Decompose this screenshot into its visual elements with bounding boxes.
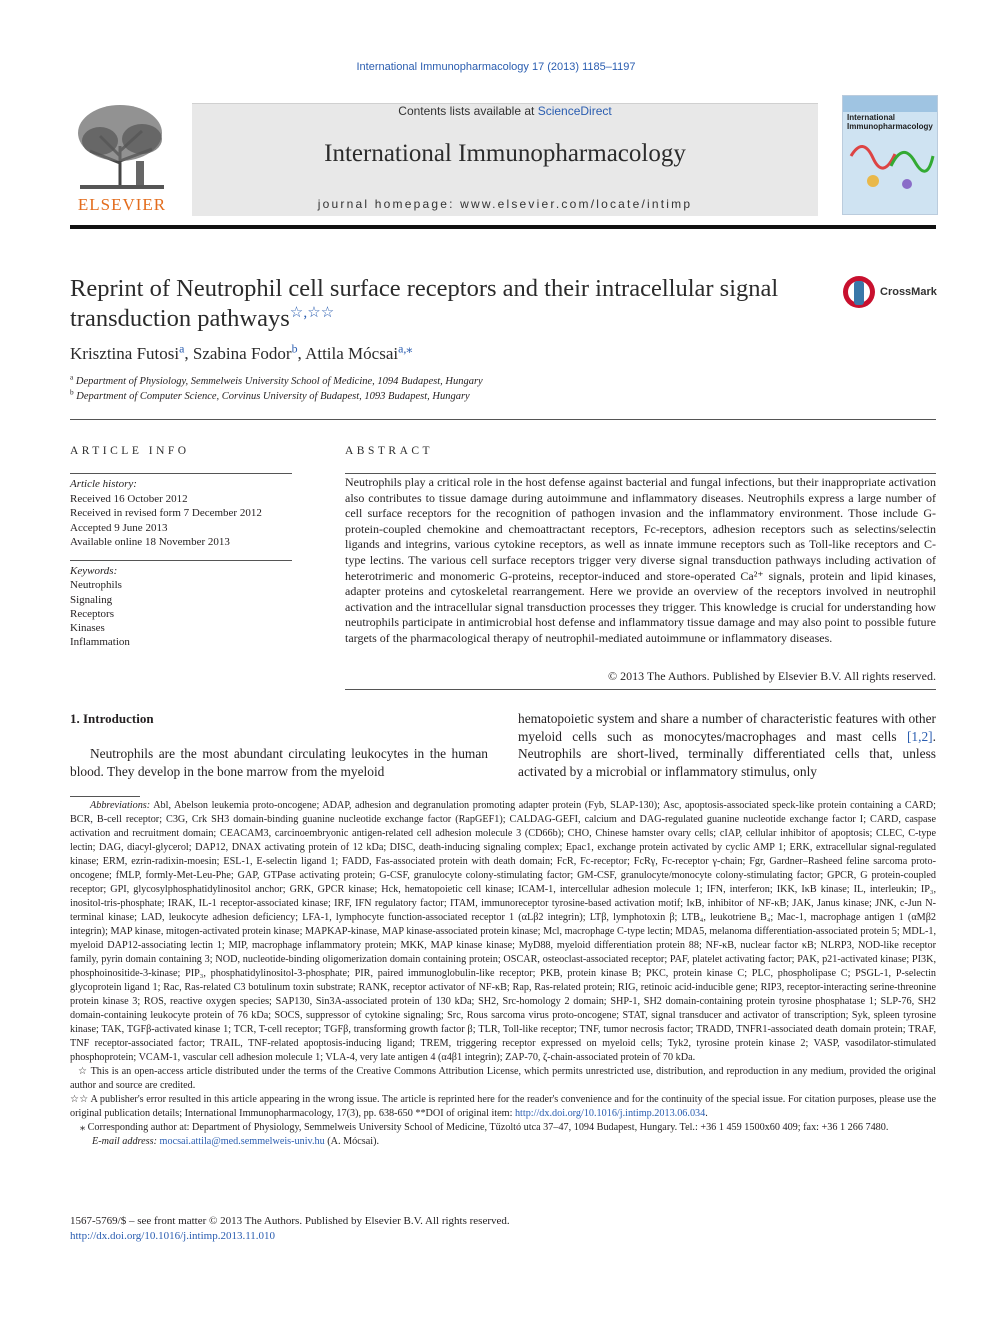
article-title bbox=[70, 274, 830, 334]
section-heading-introduction: 1. Introduction bbox=[70, 711, 154, 726]
crossmark-icon bbox=[842, 274, 876, 310]
keyword: Signaling bbox=[70, 593, 113, 606]
keyword: Receptors bbox=[70, 607, 114, 620]
affiliation-a: $^a$ Department of Physiology, Semmelweis University School of Medicine, 1094 Budapest, Hungary bbox=[70, 372, 483, 387]
publisher-error-text: ☆☆ A publisher's error resulted in this article appearing in the wrong issue. The article is reprinted here for the reader's convenience and for the continuity of the special issue. For citation purposes, please use the original publication details; International Immunopharmacology, 17(3), pp. 638-650 **DOI of original item: bbox=[70, 1094, 936, 1119]
abstract-text: Neutrophils play a critical role in the host defense against bacterial and fungal infections, but their inappropriate activation also contributes to tissue damage during autoimmune and inflammatory diseases. Neutrophils express a large number of cell surface receptors for the recognition of pathogen invasion and the inflammatory environment. Those include G-protein-coupled chemokine and chemoattractant receptors, Fc-receptors, adhesion receptors such as selectins/selectin ligands and integrins, various cytokine receptors, as well as innate immune receptors such as Toll-like receptors and C-type lectins. The various cell surface receptors trigger very diverse signal transduction pathways including activation of heterotrimeric and monomeric G-proteins, receptor-induced and store-operated Ca²⁺ signals, protein and lipid kinases, adapter proteins and cytoskeletal rearrangement. Here we provide an overview of the receptors involved in neutrophil activation and the intracellular signal transduction processes they trigger. This knowledge is crucial for understanding how neutrophils participate in antimicrobial host defense and inflammatory tissue damage and may also point to possible future targets of the pharmacological therapy of neutrophil-mediated autoimmune or inflammatory diseases. bbox=[345, 475, 936, 645]
crossmark-label: CrossMark bbox=[880, 286, 937, 298]
front-matter bbox=[70, 1214, 670, 1243]
history-online: Available online 18 November 2013 bbox=[70, 536, 230, 549]
title-text: Reprint of Neutrophil cell surface receptors and their intracellular signal transduction pathways bbox=[70, 275, 779, 332]
author-list: Krisztina Futosi$^a$, Szabina Fodor$^b$, Attila Mócsai$^{a,⁎}$ bbox=[70, 341, 413, 363]
cover-title: International Immunopharmacology bbox=[847, 113, 933, 131]
affiliation-b: $^b$ Department of Computer Science, Corvinus University of Budapest, 1093 Budapest, Hungary bbox=[70, 387, 470, 402]
affiliation-a-text: Department of Physiology, Semmelweis University School of Medicine, 1094 Budapest, Hungary bbox=[75, 376, 483, 387]
history-accepted: Accepted 9 June 2013 bbox=[70, 521, 168, 534]
corresponding-author-footnote: ⁎ Corresponding author at: Department of Physiology, Semmelweis University School of Medicine, Tűzoltó utca 37–47, 1094 Budapest, Hungary. Tel.: +36 1 459 1500x60 409; fax: +36 1 266 7480. bbox=[80, 1122, 889, 1133]
abbreviations-text: Abl, Abelson leukemia proto-oncogene; ADAP, adhesion and degranulation promoting adapter protein (Fyb, SLAP-130); Asc, apoptosis-associated speck-like protein containing a CARD; BCR, B-cell receptor; C3G, Crk SH3 domain-binding guanine nucleotide exchange factor (RapGEF1); CALDAG-GEFI, calcium and DAG-regulated guanine nucleotide exchange factor I; CARD, caspase activation and recruitment domain; CEACAM3, carcinoembryonic antigen-related cell adhesion molecule 3 (CD66b); CHO, Chinese hamster ovary cells; cIAP, cellular inhibitor of apoptosis; CLEC, C-type lectin; DAG, diacyl-glycerol; DAP12, DNAX activating protein of 12 kDa; DISC, death-inducing signaling complex; Epac1, exchange protein activated by cyclic AMP 1; ERK, extracellular signal-regulated kinase; ERM, ezrin-radixin-moesin; ESL-1, E-selectin ligand 1; FADD, Fas-associated protein with death domain; FcR, Fc-receptor; FcRγ, Fc-receptor γ-chain; Fgr, Gardner–Rasheed feline sarcoma proto-oncogene; fMLP, formly-Met-Leu-Phe; GAP, GTPase activating protein; G-CSF, granulocyte colony-stimulating factor; GM-CSF, granulocyte/monocyte colony-stimulating factor; GPCR, G protein-coupled receptor; GPI, glycosylphosphatidylinositol anchor; GRK, GPCR kinase; Hck, hematopoietic cell kinase; ICAM-1, intercellular adhesion molecule 1; IFN, interferon; IKK, IκB kinase; IL, interleukin; IP₃, inositol-tris-phosphate; IRAK, IL-1 receptor-associated kinase; IRF, IFN regulatory factor; ITAM, immunoreceptor tyrosine-based activation motif; IκB, inhibitor of NF-κB; JAK, Janus kinase; JNK, c-Jun N-terminal kinase; LAD, leukocyte adhesion deficiency; LFA-1, lymphocyte function-associated receptor 1 (αLβ2 integrin); LTβ, lymphotoxin β; LTB₄, leukotriene B₄; Mac-1, macrophage antigen 1 (αMβ2 integrin); MAP kinase, mitogen-activated protein kinase; MAPKAP-kinase, MAP kinase-associated protein kinase; Mcl, macrophage C-type lectin; MDA5, melanoma differentiation-associated protein 5; MDL-1, myeloid DAP12-associating lectin 1; MIP, macrophage inflammatory protein; MKK, MAP kinase kinase; MyD88, myeloid differentiation protein 88; NF-κB, nuclear factor κB; NLRP3, NOD-like receptor family, pyrin domain containing 3; NOD, nucleotide-binding oligomerization domain containing protein; OSCAR, osteoclast-associated receptor; PAF, platelet activating factor; PAK, p21-activated kinase; PI3K, phosphoinositide-3-kinase; PIP₃, phosphatidylinositol-3-phosphate; PIR, paired immunoglobulin-like receptor; PKB, protein kinase B; PKC, protein kinase C; PLC, phospholipase C; PSGL-1, P-selectin glycoprotein ligand 1; Rac, Ras-related C3 botulinum toxin substrate; RANK, receptor activator of NF-κB; Rap, Ras-related protein; RIG, retinoic acid-inducible gene; RIP3, receptor-interacting serine-threonine protein kinase 3; ROS, reactive oxygen species; SAP130, Sin3A-associated protein of 130 kDa; SH2, Src-homology 2 domain; SHP-1, SH2 domain-containing protein tyrosine phosphatase 1; SLP-76, SH2 domain-containing leukocyte protein of 76 kDa; SOCS, suppressor of cytokine signaling; Src, Rous sarcoma virus proto-oncogene; STAT, signal transducer and activator of transcription; Syk, spleen tyrosine kinase; TAK, TGFβ-activated kinase 1; TCR, T-cell receptor; TGFβ, transforming growth factor β; TLR, Toll-like receptor; TNF, tumor necrosis factor; TRADD, TNFR1-associated death domain protein; TRAF, TNF receptor-associated factor; TRAIL, TNF-related apoptosis-inducing ligand; TREM, triggering receptor expressed on myeloid cells; Tyk2, tyrosine protein kinase 2; VASP, vasodilator-stimulated phosphoprotein; VCAM-1, vascular cell adhesion molecule 1; VLA-4, very late antigen 4 (α4β1 integrin); ZAP-70, ζ-chain-associated protein of 70 kDa. bbox=[70, 800, 936, 1063]
divider bbox=[345, 473, 936, 474]
history-label: Article history: bbox=[70, 478, 137, 490]
contents-prefix: Contents lists available at bbox=[398, 104, 538, 118]
footnote-rule bbox=[70, 796, 140, 797]
title-footnote-marks[interactable]: ☆,☆☆ bbox=[289, 303, 335, 321]
elsevier-wordmark: ELSEVIER bbox=[77, 195, 167, 214]
email-label: E-mail address: bbox=[92, 1136, 157, 1147]
author-name: Krisztina Futosi bbox=[70, 344, 180, 363]
elsevier-logo bbox=[70, 101, 180, 216]
history-revised: Received in revised form 7 December 2012 bbox=[70, 507, 262, 520]
article-history bbox=[70, 477, 292, 550]
affiliation-b-text: Department of Computer Science, Corvinus University of Budapest, 1093 Budapest, Hungary bbox=[76, 391, 470, 402]
divider bbox=[70, 419, 936, 420]
article-info-heading: ARTICLE INFO bbox=[70, 445, 190, 457]
author-affiliation-mark[interactable]: a bbox=[179, 341, 185, 356]
intro-text: . Neutrophils are short-lived, terminally differentiated cells that, unless activated by a microbial or inflammatory stimulus, only bbox=[518, 728, 936, 779]
journal-name: International Immunopharmacology bbox=[324, 140, 686, 167]
journal-citation[interactable]: International Immunopharmacology 17 (2013) 1185–1197 bbox=[356, 61, 636, 73]
author-name: Attila Mócsai bbox=[305, 344, 399, 363]
divider bbox=[70, 560, 292, 561]
keywords bbox=[70, 564, 292, 650]
abstract-copyright: © 2013 The Authors. Published by Elsevier B.V. All rights reserved. bbox=[608, 669, 936, 683]
intro-paragraph-right bbox=[518, 710, 936, 780]
divider bbox=[345, 689, 936, 690]
sciencedirect-link[interactable]: ScienceDirect bbox=[537, 104, 612, 118]
keyword: Inflammation bbox=[70, 636, 130, 649]
divider bbox=[70, 473, 292, 474]
author-affiliation-mark[interactable]: a,⁎ bbox=[398, 341, 413, 356]
abbreviations-label: Abbreviations: bbox=[90, 800, 151, 811]
reference-link[interactable]: [1,2] bbox=[906, 728, 933, 744]
author-affiliation-mark[interactable]: b bbox=[291, 341, 298, 356]
history-received: Received 16 October 2012 bbox=[70, 492, 188, 505]
publisher-error-footnote: ☆☆ A publisher's error resulted in this article appearing in the wrong issue. The article is reprinted here for the reader's convenience and for the continuity of the special issue. For citation purposes, please use the original publication details; International Immunopharmacology, 17(3), pp. 638-650 **DOI of original item: http://dx.doi.org/10.1016/j.intimp.2013.06.034. bbox=[70, 1094, 936, 1119]
header-rule bbox=[70, 225, 936, 229]
email-footnote bbox=[70, 1135, 936, 1149]
original-doi-link[interactable]: http://dx.doi.org/10.1016/j.intimp.2013.06.034 bbox=[514, 1108, 706, 1119]
abbreviations-footnote bbox=[70, 799, 936, 1065]
keyword: Neutrophils bbox=[70, 579, 122, 592]
article-doi-link[interactable]: http://dx.doi.org/10.1016/j.intimp.2013.11.010 bbox=[70, 1229, 276, 1242]
email-suffix: (A. Mócsai). bbox=[324, 1136, 380, 1147]
author-name: Szabina Fodor bbox=[192, 344, 292, 363]
crossmark-badge[interactable] bbox=[842, 274, 942, 314]
keyword: Kinases bbox=[70, 622, 105, 635]
contents-line bbox=[192, 104, 818, 118]
footnotes bbox=[70, 799, 936, 1149]
intro-text: hematopoietic system and share a number of characteristic features with other myeloid cells such as monocytes/macrophages and mast cells bbox=[518, 711, 936, 744]
open-access-footnote: ☆ This is an open-access article distributed under the terms of the Creative Commons Attribution License, which permits unrestricted use, distribution, and reproduction in any medium, provided the original author and source are credited. bbox=[70, 1066, 936, 1091]
keywords-label: Keywords: bbox=[70, 565, 118, 577]
issn-line: 1567-5769/$ – see front matter © 2013 The Authors. Published by Elsevier B.V. All rights reserved. bbox=[70, 1215, 510, 1227]
email-link[interactable]: mocsai.attila@med.semmelweis-univ.hu bbox=[159, 1136, 325, 1147]
journal-homepage[interactable]: journal homepage: www.elsevier.com/locate/intimp bbox=[317, 197, 693, 211]
intro-paragraph-left: Neutrophils are the most abundant circulating leukocytes in the human blood. They develop in the bone marrow from the myeloid bbox=[70, 746, 488, 779]
abstract-heading: ABSTRACT bbox=[345, 445, 434, 457]
